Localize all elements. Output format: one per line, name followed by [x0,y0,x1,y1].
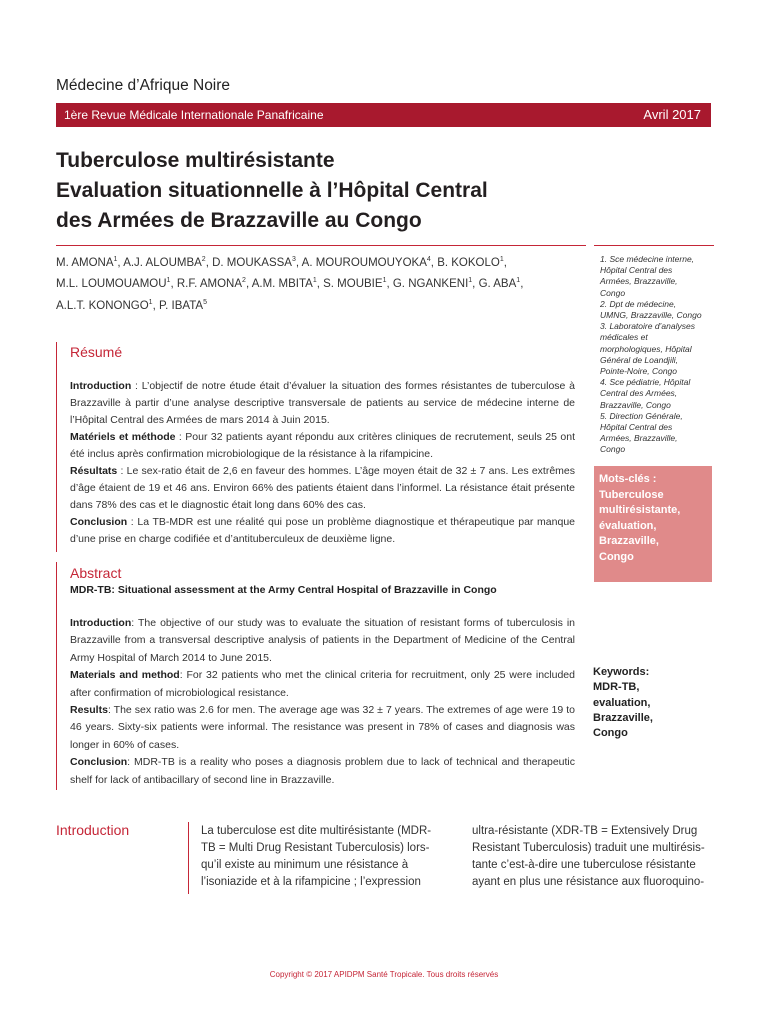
author-line: A.L.T. KONONGO$^1$, P. IBATA$^5$ [56,298,207,312]
resume-body [70,378,575,548]
paragraph-label: Materials and method [70,669,180,682]
keyword-item: Tuberculose [599,488,664,501]
paragraph [70,463,575,514]
paragraph [70,754,575,789]
affiliation-line: Général de Loandjili, [600,354,678,365]
introduction-heading: Introduction [56,822,130,838]
author-affiliation-number: 4 [426,256,431,263]
author-line: M.L. LOUMOUAMOU$^1$, R.F. AMONA$^2$, A.M. MBITA$^1$, S. MOUBIE$^1$, G. NGANKENI$^1$, G. ABA$^1$, [56,277,524,291]
author-affiliation-number: 5 [203,298,207,306]
paragraph-text: : For 32 patients who met the clinical criteria for recruitment, only 25 were included after confirmation of microbiological resistance. [70,669,575,699]
paragraph [70,702,575,754]
paragraph-label: Conclusion [70,516,128,528]
article-title [56,146,656,236]
affiliations [600,254,712,456]
author-name: B. KOKOLO [437,256,500,269]
text-line: tante c’est-à-dire une tuberculose résistante [472,859,696,871]
affiliation-line: UMNG, Brazzaville, Congo [600,310,702,321]
mots-cles-list [599,472,680,565]
author-affiliation-number: 1 [312,277,317,285]
affiliation-line: 2. Dpt de médecine, [600,298,677,309]
author-affiliation-number: 3 [291,256,296,263]
paragraph-label: Results [70,704,108,717]
author-name: M.L. LOUMOUAMOU [56,278,167,291]
keyword-item: Congo [599,550,634,563]
keywords-label: Mots-clés : [599,473,657,485]
paragraph-label: Résultats [70,465,118,477]
mots-cles-box [594,466,712,582]
paragraph [70,429,575,463]
author-name: D. MOUKASSA [212,256,292,269]
author-affiliation-number: 1 [382,277,387,285]
affiliations-divider [594,245,714,246]
text-line: La tuberculose est dite multirésistante (MDR- [201,825,432,837]
author-name: P. IBATA [158,299,204,312]
journal-name: Médecine d’Afrique Noire [56,77,231,94]
paragraph [70,514,575,548]
title-line: Tuberculose multirésistante [56,149,335,172]
journal-banner [56,103,711,127]
introduction-rule [188,822,189,894]
author-affiliation-number: 1 [468,277,473,285]
keyword-item: Brazzaville, [599,535,659,547]
affiliation-line: Hôpital Central des [600,422,673,433]
resume-heading: Résumé [70,344,123,360]
author-affiliation-number: 2 [242,277,246,285]
paragraph-text: : La TB-MDR est une réalité qui pose un problème diagnostique et thérapeutique par manque d’une prise en charge codifiée et d’antituberculeux de deuxième ligne. [70,516,575,545]
affiliation-line: Hôpital Central des [600,265,673,276]
affiliation-line: 5. Direction Générale, [600,410,683,421]
author-name: A. MOUROUMOUYOKA [301,256,427,269]
text-line: qu’il existe au minimum une résistance à [201,859,409,871]
affiliation-line: Congo [600,287,626,298]
abstract-subtitle: MDR-TB: Situational assessment at the Army Central Hospital of Brazzaville in Congo [70,584,497,596]
author-line: M. AMONA$^1$, A.J. ALOUMBA$^2$, D. MOUKASSA$^3$, A. MOUROUMOUYOKA$^4$, B. KOKOLO$^1$, [56,256,507,269]
author-name: A.M. MBITA [251,278,313,291]
text-line: Resistant Tuberculosis) traduit une multirésis- [472,842,705,854]
paragraph-label: Introduction [70,380,132,392]
paragraph-label: Conclusion [70,756,128,769]
abstract-heading: Abstract [70,565,122,581]
banner-subtitle: 1ère Revue Médicale Internationale Panafricaine [64,108,324,122]
abstract-body [70,615,575,789]
paragraph-text: : MDR-TB is a reality who poses a diagnosis problem due to lack of technical and therapeutic shelf for lack of antibacillary of second line in Brazzaville. [70,756,575,786]
author-name: G. NGANKENI [392,278,469,291]
affiliation-line: Pointe-Noire, Congo [600,366,678,377]
author-affiliation-number: 1 [516,277,521,285]
affiliation-line: Brazzaville, Congo [600,399,671,410]
paragraph-text: : The objective of our study was to evaluate the situation of resistant forms of tuberculosis in Brazzaville from a transversal descriptive analysis of patients in the Department of Medicine of the Central Army Hospital of March 2014 to June 2015. [70,617,575,664]
paragraph-text: : L’objectif de notre étude était d’évaluer la situation des formes résistantes de tuberculose à Brazzaville à partir d’une analyse descriptive transversale de patients au service de médecine interne de l’Hôpital Central des Armées de mars 2014 à Juin 2015. [70,380,575,426]
author-affiliation-number: 1 [148,298,153,306]
author-name: R.F. AMONA [176,278,243,291]
copyright-footer: Copyright © 2017 APIDPM Santé Tropicale. Tous droits réservés [269,970,499,979]
keyword-item: Brazzaville, [593,711,653,724]
text-line: TB = Multi Drug Resistant Tuberculosis) lors- [201,842,430,854]
abstract-rule [56,562,57,790]
resume-rule [56,342,57,552]
affiliation-line: Central des Armées, [600,388,678,399]
affiliation-line: 1. Sce médecine interne, [600,254,695,264]
author-name: A.L.T. KONONGO [56,299,149,312]
paragraph-text: : Le sex-ratio était de 2,6 en faveur des hommes. L’âge moyen était de 32 ± 7 ans. Les extrêmes d’âge étaient de 19 et 46 ans. Environ 66% des patients étaient dans l’informel. La résistance était présente dans 78% des cas et le diagnostic était long dans 60% des cas. [70,465,575,511]
affiliation-line: Congo [600,444,626,455]
keyword-item: multirésistante, [599,504,681,516]
affiliation-line: 4. Sce pédiatrie, Hôpital [600,377,691,388]
paragraph-label: Matériels et méthode [70,431,176,443]
title-line: des Armées de Brazzaville au Congo [56,209,422,232]
keyword-item: Congo [593,727,628,740]
affiliation-line: Armées, Brazzaville, [600,276,678,287]
text-line: l’isoniazide et à la rifampicine ; l’expression [201,876,421,888]
title-line: Evaluation situationnelle à l’Hôpital Central [56,179,488,202]
keywords-list [593,665,653,741]
paragraph [70,615,575,667]
introduction-column-1 [201,823,441,891]
author-name: G. ABA [478,278,517,291]
paragraph [70,667,575,702]
title-divider [56,245,586,246]
keyword-item: MDR-TB, [593,681,640,694]
text-line: ultra-résistante (XDR-TB = Extensively Drug [472,825,698,837]
affiliation-line: médicales et [600,332,648,343]
affiliation-line: morphologiques, Hôpital [600,343,692,354]
author-name: M. AMONA [56,256,114,269]
introduction-column-2 [472,823,712,891]
paragraph [70,378,575,429]
author-affiliation-number: 2 [201,256,206,263]
affiliation-line: 3. Laboratoire d’analyses [600,321,695,332]
keyword-item: évaluation, [599,519,657,532]
keywords-label: Keywords: [593,666,650,678]
paragraph-label: Introduction [70,617,132,629]
author-affiliation-number: 1 [166,277,171,285]
paragraph-text: : The sex ratio was 2.6 for men. The average age was 32 ± 7 years. The extremes of age were 19 to 46 years. Sixty-six patients were informal. The resistance was present in 78% of cases and diagnosis was longer in 60% of cases. [70,704,575,751]
keyword-item: evaluation, [593,696,651,709]
text-line: ayant en plus une résistance aux fluoroquino- [472,876,705,888]
author-affiliation-number: 1 [113,256,118,263]
author-name: S. MOUBIE [323,278,383,291]
author-affiliation-number: 1 [499,256,504,263]
issue-date: Avril 2017 [643,107,701,122]
paragraph-text: : Pour 32 patients ayant répondu aux critères cliniques de recrutement, seuls 25 ont été inclus après confirmation microbiologique de la résistance à la rifampicine. [70,431,576,460]
author-list [56,251,586,315]
affiliation-line: Armées, Brazzaville, [600,433,678,444]
author-name: A.J. ALOUMBA [123,256,202,269]
